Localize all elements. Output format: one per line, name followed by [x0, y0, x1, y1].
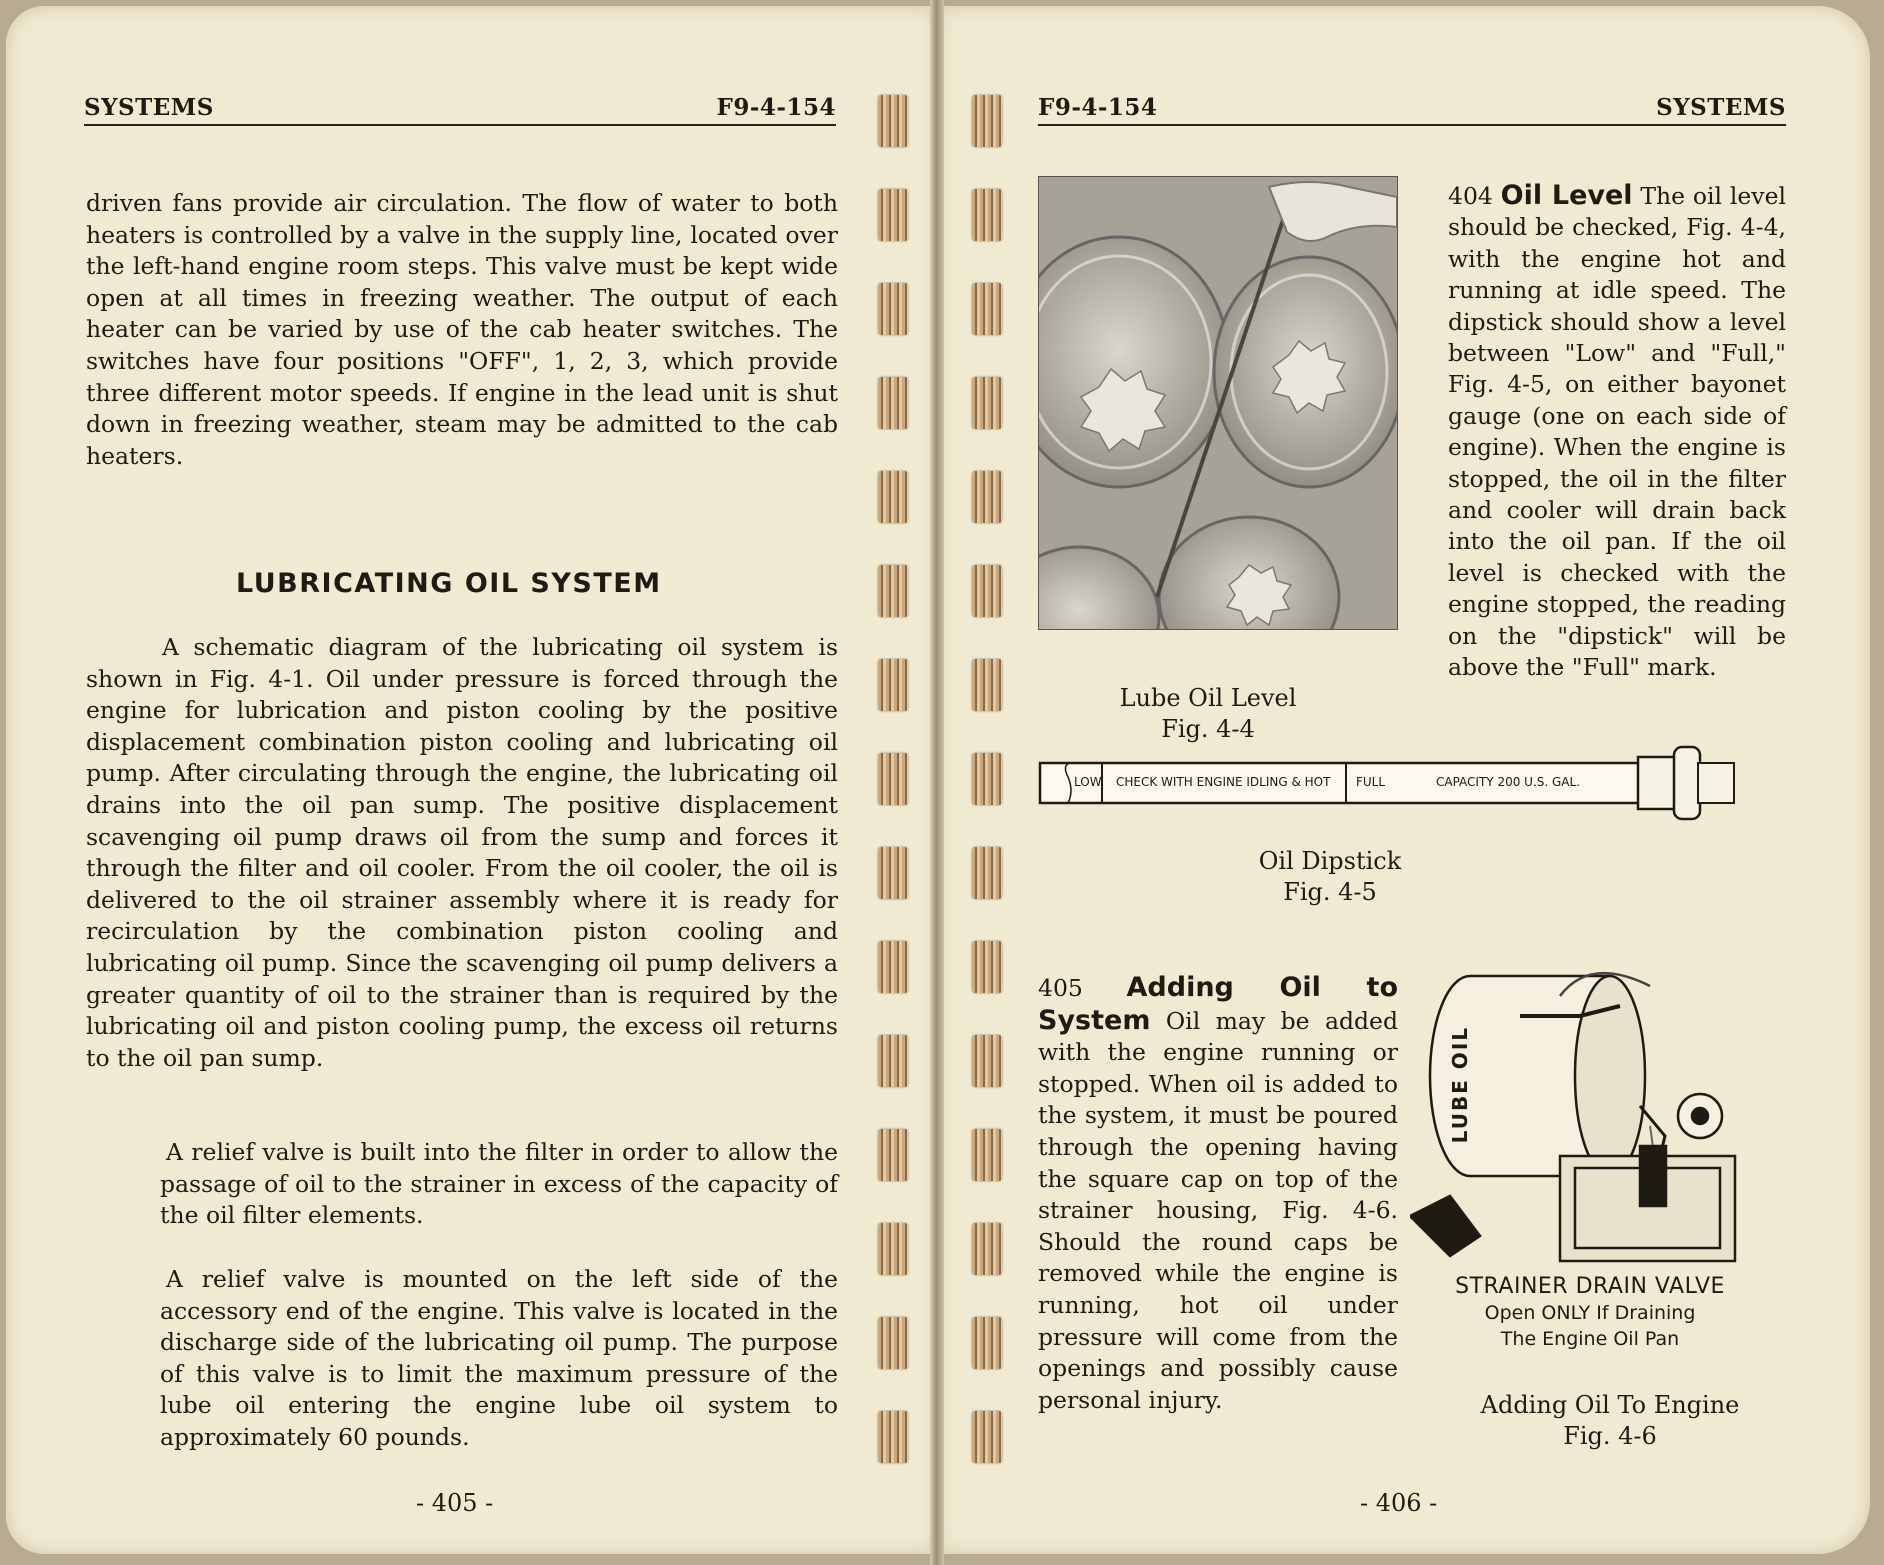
paragraph-relief-valve-filter: A relief valve is built into the filter in order to allow the passage of oil to the strainer in excess of the capacity of the oil filter elements.	[160, 1138, 838, 1230]
section-405-title: Adding Oil to System	[1038, 972, 1398, 1036]
binding-coil	[972, 283, 1002, 335]
fig-4-6-title: Adding Oil To Engine	[1480, 1391, 1740, 1419]
drain-valve-label: STRAINER DRAIN VALVE	[1455, 1274, 1725, 1299]
paragraph-relief-valve-mounted: A relief valve is mounted on the left side of the accessory end of the engine. This valve is located in the discharge side of the lubricating oil pump. The purpose of this valve is to limit the maximum pressure of the lube oil entering the engine lube oil system to approximately 60 pounds.	[160, 1265, 838, 1451]
right-page	[940, 6, 1870, 1554]
fig-4-6-caption	[1460, 1390, 1760, 1452]
page-number: - 405 -	[416, 1489, 494, 1517]
drain-valve-note-2: The Engine Oil Pan	[1500, 1328, 1680, 1350]
binding-coil	[972, 847, 1002, 899]
binding-coil	[972, 1223, 1002, 1275]
binding-coil	[878, 847, 908, 899]
section-405	[1038, 972, 1398, 1416]
drain-valve-note-1: Open ONLY If Draining	[1484, 1302, 1696, 1324]
oil-dipstick-illustration	[1038, 741, 1738, 821]
binding-coil	[878, 1317, 908, 1369]
section-404-title: Oil Level	[1500, 180, 1633, 211]
binding-coil	[878, 565, 908, 617]
binding-coil	[972, 1129, 1002, 1181]
page-number: - 406 -	[1360, 1489, 1438, 1517]
section-title-lubricating-oil: LUBRICATING OIL SYSTEM	[236, 568, 662, 599]
paragraph-schematic: A schematic diagram of the lubricating oil system is shown in Fig. 4-1. Oil under pressure is forced through the engine for lubrication and piston cooling by the positive displacement combination piston cooling and lubricating oil pump. After circulating through the engine, the lubricating oil drains into the oil pan sump. The positive displacement scavenging oil pump draws oil from the sump and forces it through the filter and oil cooler. From the oil cooler, the oil is delivered to the oil strainer assembly where it is ready for recirculation by the combination piston cooling and lubricating oil pump. Since the scavenging oil pump delivers a greater quantity of oil to the strainer than is required by the lubricating oil and piston cooling pump, the excess oil returns to the oil pan sump.	[86, 633, 838, 1072]
section-404-text: The oil level should be checked, Fig. 4-4, with the engine hot and running at idle speed. The dipstick should show a level between "Low" and "Full," Fig. 4-5, on either bayonet gauge (one on each side of engine). When the engine is stopped, the oil in the filter and cooler will drain back into the oil pan. If the oil level is checked with the engine stopped, the reading on the "dipstick" will be above the "Full" mark.	[1448, 182, 1786, 682]
dipstick-low-mark: LOW	[1074, 775, 1102, 789]
binding-coil	[972, 377, 1002, 429]
binding-coil	[972, 1035, 1002, 1087]
fig-4-4-number: Fig. 4-4	[1161, 715, 1255, 743]
right-page-header	[1038, 86, 1786, 126]
dipstick-check-note: CHECK WITH ENGINE IDLING & HOT	[1116, 775, 1331, 789]
binding-coil	[972, 941, 1002, 993]
binding-coil	[972, 659, 1002, 711]
binding-coil	[878, 1223, 908, 1275]
binding-coil	[878, 753, 908, 805]
binding-coil	[878, 189, 908, 241]
section-405-number: 405	[1038, 974, 1083, 1002]
binding-coil	[972, 1411, 1002, 1463]
binding-coil	[972, 189, 1002, 241]
fig-4-4-caption	[1038, 683, 1378, 745]
binding-gutter	[930, 0, 944, 1565]
left-page-header	[84, 86, 836, 126]
binding-coil	[972, 471, 1002, 523]
section-404-number: 404	[1448, 182, 1493, 210]
right-header-docnum: F9-4-154	[1038, 94, 1158, 121]
binding-coil	[878, 1035, 908, 1087]
fig-4-6-number: Fig. 4-6	[1563, 1422, 1657, 1450]
binding-coil	[972, 1317, 1002, 1369]
binding-coil	[878, 941, 908, 993]
left-header-docnum: F9-4-154	[716, 94, 836, 121]
fig-4-5-caption	[1170, 846, 1490, 908]
binding-coil	[878, 95, 908, 147]
binding-coil	[972, 565, 1002, 617]
binding-coil	[878, 283, 908, 335]
fig-4-4-title: Lube Oil Level	[1119, 684, 1297, 712]
left-page	[6, 6, 936, 1554]
lube-oil-can-label: LUBE OIL	[1448, 1026, 1472, 1144]
left-header-section: SYSTEMS	[84, 94, 214, 121]
right-header-section: SYSTEMS	[1656, 94, 1786, 121]
binding-coil	[878, 659, 908, 711]
drain-valve-callout	[1430, 1274, 1750, 1352]
binding-coil	[878, 1411, 908, 1463]
binding-coil	[972, 753, 1002, 805]
binding-coil	[878, 1129, 908, 1181]
dipstick-full-mark: FULL	[1356, 775, 1386, 789]
dipstick-capacity: CAPACITY 200 U.S. GAL.	[1436, 775, 1581, 789]
fig-4-5-title: Oil Dipstick	[1258, 847, 1402, 875]
lube-oil-level-photo	[1038, 176, 1398, 630]
fig-4-5-number: Fig. 4-5	[1283, 878, 1377, 906]
binding-coil	[878, 471, 908, 523]
binding-coil	[878, 377, 908, 429]
paragraph-cab-heaters: driven fans provide air circulation. The flow of water to both heaters is controlled by a valve in the supply line, located over the left-hand engine room steps. This valve must be kept wide open at all times in freezing weather. The output of each heater can be varied by use of the cab heater switches. The switches have four positions "OFF", 1, 2, 3, which provide three different motor speeds. If engine in the lead unit is shut down in freezing weather, steam may be admitted to the cab heaters.	[86, 189, 838, 470]
section-405-text: Oil may be added with the engine running or stopped. When oil is added to the system, it must be poured through the opening having the square cap on top of the strainer housing, Fig. 4-6. Should the round caps be removed while the engine is running, hot oil under pressure will come from the openings and possibly cause personal injury.	[1038, 1006, 1398, 1414]
adding-oil-illustration	[1410, 956, 1745, 1271]
section-404	[1448, 180, 1786, 684]
binding-coil	[972, 95, 1002, 147]
